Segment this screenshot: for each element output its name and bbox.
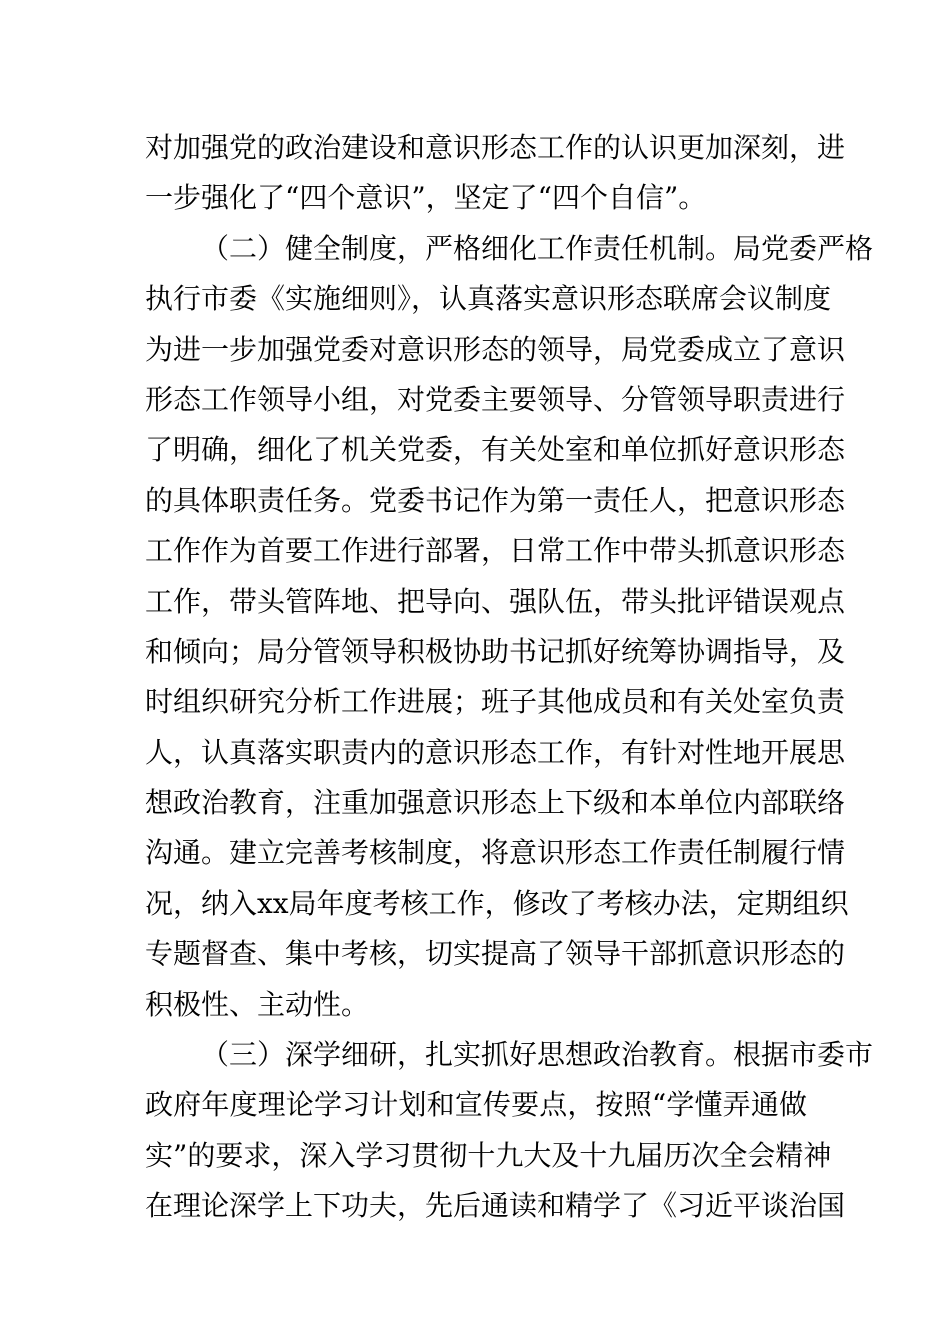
text-line: 一步强化了“四个意识”，坚定了“四个自信”。 — [145, 181, 707, 215]
text-line: 专题督查、集中考核，切实提高了领导干部抓意识形态的 — [145, 937, 846, 971]
text-line: 况，纳入xx局年度考核工作，修改了考核办法，定期组织 — [145, 886, 849, 920]
text-line: 工作作为首要工作进行部署，日常工作中带头抓意识形态 — [145, 534, 846, 568]
text-line: 想政治教育，注重加强意识形态上下级和本单位内部联络 — [145, 786, 846, 820]
text-line: 实”的要求，深入学习贯彻十九大及十九届历次全会精神 — [145, 1138, 832, 1172]
text-line: 政府年度理论学习计划和宣传要点，按照“学懂弄通做 — [145, 1088, 807, 1122]
text-line: 工作，带头管阵地、把导向、强队伍，带头批评错误观点 — [145, 584, 846, 618]
text-line: 在理论深学上下功夫，先后通读和精学了《习近平谈治国 — [145, 1189, 846, 1223]
text-line: 为进一步加强党委对意识形态的领导，局党委成立了意识 — [145, 332, 846, 366]
text-line: 执行市委《实施细则》，认真落实意识形态联席会议制度 — [145, 282, 832, 316]
paragraph-heading-line: （三）深学细研，扎实抓好思想政治教育。根据市委市 — [201, 1038, 874, 1072]
text-line: 沟通。建立完善考核制度，将意识形态工作责任制履行情 — [145, 836, 846, 870]
text-line: 时组织研究分析工作进展；班子其他成员和有关处室负责 — [145, 685, 846, 719]
text-line: 的具体职责任务。党委书记作为第一责任人，把意识形态 — [145, 483, 846, 517]
text-line: 积极性、主动性。 — [145, 987, 370, 1021]
text-line: 了明确，细化了机关党委，有关处室和单位抓好意识形态 — [145, 433, 846, 467]
text-line: 人，认真落实职责内的意识形态工作，有针对性地开展思 — [145, 735, 846, 769]
text-line: 对加强党的政治建设和意识形态工作的认识更加深刻，进 — [145, 131, 846, 164]
document-body-text — [145, 123, 874, 1232]
paragraph-heading-line: （二）健全制度，严格细化工作责任机制。局党委严格 — [201, 231, 874, 265]
text-line: 和倾向；局分管领导积极协助书记抓好统筹协调指导，及 — [145, 634, 846, 668]
text-line: 形态工作领导小组，对党委主要领导、分管领导职责进行 — [145, 382, 846, 416]
